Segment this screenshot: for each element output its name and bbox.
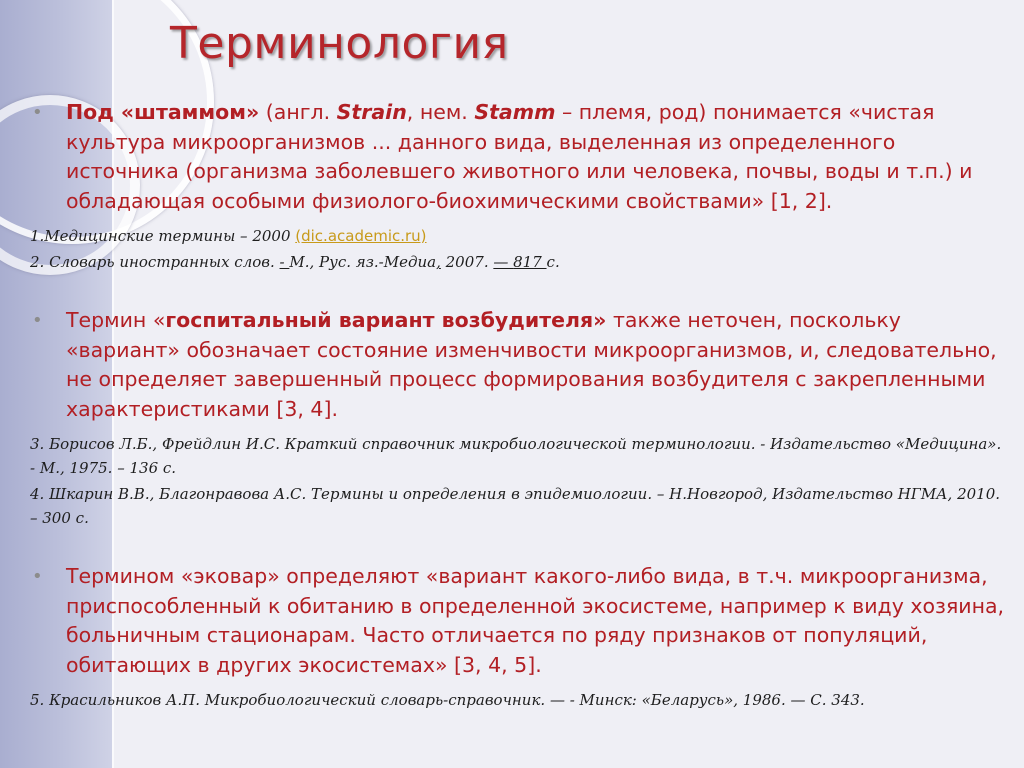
reference-2: 2. Словарь иностранных слов. - М., Рус. яз.-Медиа, 2007. — 817 с. — [30, 253, 560, 271]
bullet-icon: • — [32, 310, 43, 331]
bullet-hospital-variant: • Термин «госпитальный вариант возбудителя» также неточен, поскольку «вариант» обозначает состояние изменчивости микроорганизмов, и, следовательно, не определяет завершенный процесс формирования возбудителя с закрепленными характеристиками [3, 4]. — [32, 308, 997, 421]
bullet-strain: • Под «штаммом» (англ. Strain, нем. Stamm – племя, род) понимается «чистая культура микроорганизмов ... данного вида, выделенная из определенного источника (организма заболевшего животного или человека, почвы, воды и т.п.) и обладающая особыми физиолого-биохимическими свойствами» [1, 2]. — [32, 100, 973, 213]
reference-4: 4. Шкарин В.В., Благонравова А.С. Термины и определения в эпидемиологии. – Н.Новгород, Издательство НГМА, 2010. – 300 с. — [30, 485, 1001, 527]
hospital-variant-term: госпитальный вариант возбудителя» — [165, 308, 607, 332]
reference-5: 5. Красильников А.П. Микробиологический словарь-справочник. — - Минск: «Беларусь», 1986. — С. 343. — [30, 691, 865, 709]
reference-link[interactable]: (dic.academic.ru) — [295, 227, 427, 245]
bullet-icon: • — [32, 102, 43, 123]
slide-title: Терминология — [170, 18, 509, 69]
bullet-ecovar: • Термином «эковар» определяют «вариант какого-либо вида, в т.ч. микроорганизма, приспособленный к обитанию в определенной экосистеме, например к виду хозяина, больничным стационарам. Часто отличается по ряду признаков от популяций, обитающих в других экосистемах» [3, 4, 5]. — [32, 564, 1005, 677]
strain-term: Под «штаммом» — [66, 100, 260, 124]
bullet-icon: • — [32, 566, 43, 587]
reference-3: 3. Борисов Л.Б., Фрейдлин И.С. Краткий справочник микробиологической терминологии. - Издательство «Медицина». - М., 1975. – 136 с. — [30, 435, 1002, 477]
reference-1: 1.Медицинские термины – 2000 (dic.academic.ru) — [30, 227, 427, 245]
slide-body — [30, 98, 1005, 712]
